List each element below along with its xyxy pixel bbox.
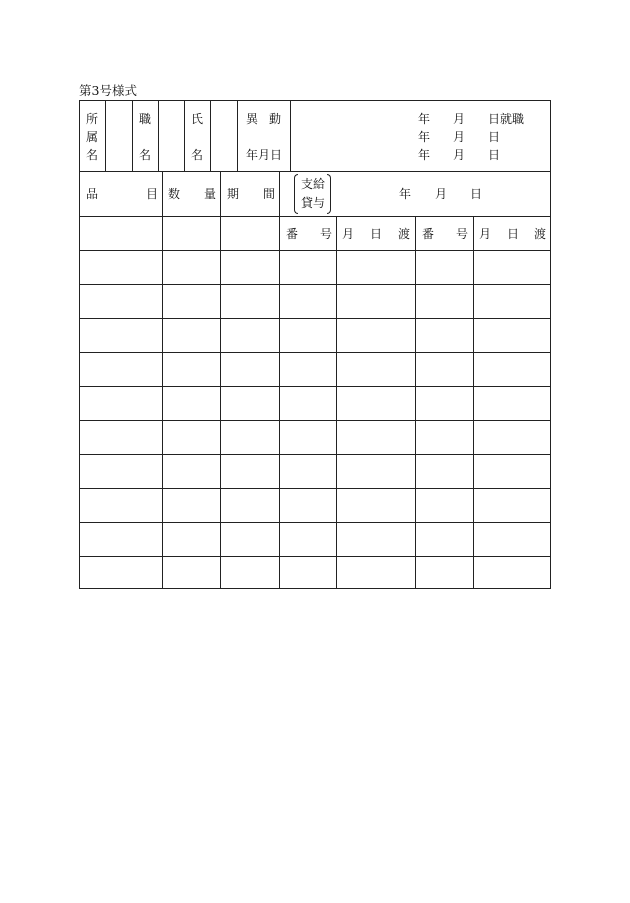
rule-subheader-bottom: [79, 250, 551, 251]
rule-body-v2: [220, 171, 221, 589]
rule-body-v6: [473, 216, 474, 589]
number-right-char-2: 号: [456, 227, 469, 241]
delivered-right-month: 月: [479, 227, 492, 241]
period-header-char-1: 期: [227, 187, 240, 201]
rule-row-2: [79, 318, 551, 319]
transfer-label-char-2: 動: [269, 112, 282, 126]
right-bracket: [327, 174, 331, 214]
position-char-1: 職: [139, 112, 152, 126]
rule-row-4: [79, 386, 551, 387]
item-header-char-1: 品: [86, 187, 99, 201]
rule-body-v3: [279, 171, 280, 589]
items-date-year: 年: [399, 187, 412, 201]
period-header-char-2: 間: [263, 187, 276, 201]
items-date-day: 日: [470, 187, 483, 201]
name-char-2: 名: [191, 148, 204, 162]
rule-header-v1: [105, 100, 106, 171]
rule-row-3: [79, 352, 551, 353]
rule-header-v5: [210, 100, 211, 171]
items-date-month: 月: [435, 187, 448, 201]
affiliation-char-1: 所: [86, 112, 99, 126]
rule-body-v5: [415, 216, 416, 589]
number-left-char-2: 号: [320, 227, 333, 241]
rule-header-v3: [158, 100, 159, 171]
rule-row-5: [79, 420, 551, 421]
rule-row-1: [79, 284, 551, 285]
name-char-1: 氏: [191, 112, 204, 126]
rule-row-7: [79, 488, 551, 489]
transfer-date-2-year: 年: [418, 130, 431, 144]
delivered-right-hand: 渡: [534, 227, 547, 241]
item-header-char-2: 目: [146, 187, 159, 201]
rule-header-v4: [184, 100, 185, 171]
transfer-date-label: 年月日: [246, 148, 283, 162]
rule-row-9: [79, 556, 551, 557]
rule-header-v6: [237, 100, 238, 171]
delivered-left-month: 月: [342, 227, 355, 241]
hire-date-year: 年: [418, 112, 431, 126]
transfer-date-3-month: 月: [453, 148, 466, 162]
form-title: 第3号様式: [79, 83, 137, 98]
transfer-label-char-1: 異: [246, 112, 259, 126]
rule-header-bottom: [79, 171, 551, 172]
rule-body-v4: [336, 216, 337, 589]
supply-label: 支給: [301, 177, 326, 191]
transfer-date-3-day: 日: [488, 148, 501, 162]
rule-items-header-bottom: [79, 216, 551, 217]
affiliation-char-2: 属: [86, 130, 99, 144]
number-left-char-1: 番: [286, 227, 299, 241]
rule-header-v2: [132, 100, 133, 171]
left-bracket: [294, 174, 298, 214]
hire-date-month: 月: [453, 112, 466, 126]
rule-row-8: [79, 522, 551, 523]
hire-date-day: 日就職: [488, 112, 525, 126]
delivered-left-day: 日: [370, 227, 383, 241]
quantity-header-char-2: 量: [204, 187, 217, 201]
rule-row-6: [79, 454, 551, 455]
delivered-right-day: 日: [507, 227, 520, 241]
transfer-date-3-year: 年: [418, 148, 431, 162]
affiliation-char-3: 名: [86, 148, 99, 162]
transfer-date-2-day: 日: [488, 130, 501, 144]
position-char-2: 名: [139, 148, 152, 162]
delivered-left-hand: 渡: [398, 227, 411, 241]
rule-header-v7: [290, 100, 291, 171]
quantity-header-char-1: 数: [168, 187, 181, 201]
loan-label: 貸与: [301, 196, 326, 210]
rule-body-v1: [162, 171, 163, 589]
transfer-date-2-month: 月: [453, 130, 466, 144]
number-right-char-1: 番: [422, 227, 435, 241]
